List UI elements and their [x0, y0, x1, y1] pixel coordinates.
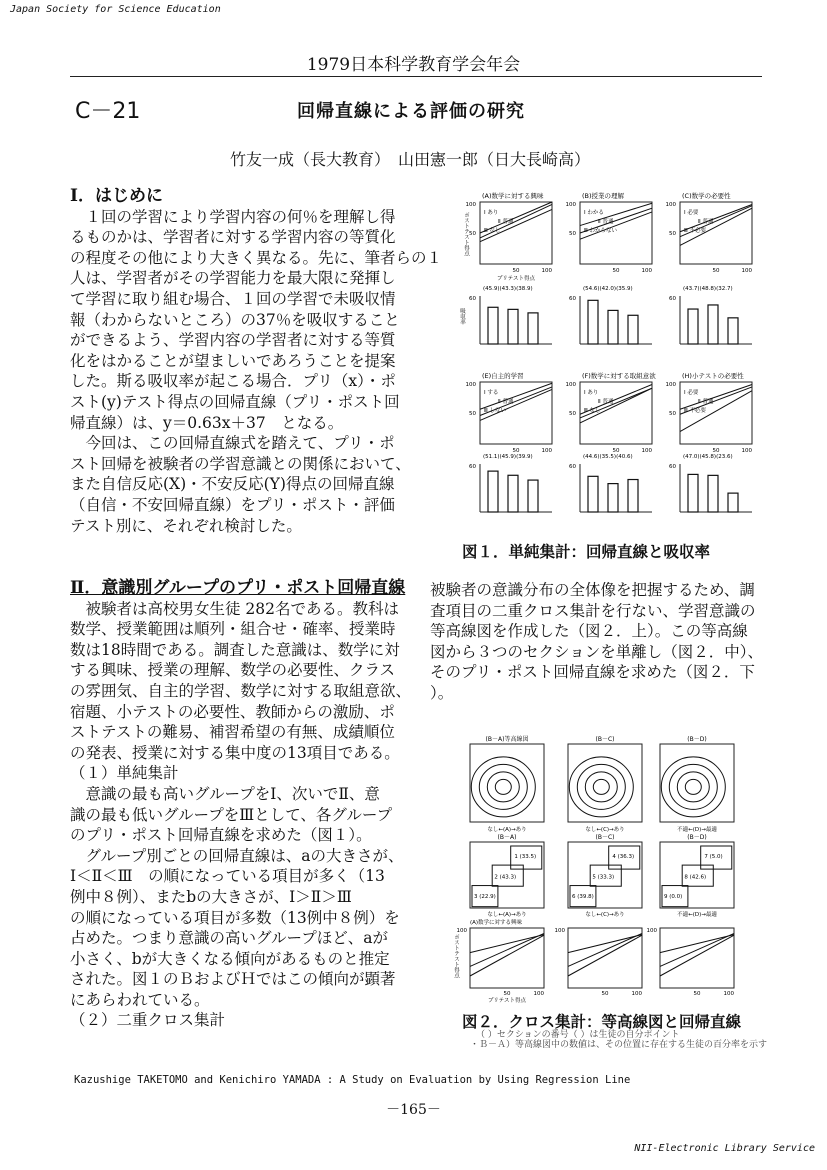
subsection-1-body	[70, 784, 411, 1011]
text-line: １回の学習により学習内容の何％を理解し得	[70, 207, 396, 226]
contour-x-label: 不適←(D)→最適	[677, 827, 717, 833]
text-line: グループ別ごとの回帰直線は、aの大きさが、	[70, 846, 404, 865]
legend-entry: Ⅲ わからない	[584, 228, 618, 234]
text-line: 査項目の二重クロス集計を行ない、学習意識の	[430, 601, 756, 620]
text-line: 報（わからないところ）の37％を吸収すること	[70, 310, 400, 329]
contour-line	[471, 757, 535, 817]
subsection-2-heading: （２）二重クロス集計	[70, 1011, 226, 1030]
tick-label: 60	[569, 296, 576, 302]
tick-label: 50	[469, 231, 476, 237]
text-line: スト回帰を被験者の学習意識との関係において、	[70, 454, 411, 473]
tick-label: 100	[533, 991, 544, 997]
section-panel-label: (B－D)	[687, 834, 707, 841]
legend-entry: Ⅰ わかる	[584, 210, 604, 216]
page-number: －165－	[386, 1102, 441, 1118]
tick-label: 50	[503, 991, 511, 997]
tick-label: 50	[612, 268, 620, 274]
bar	[608, 310, 618, 344]
section-value: 6 (39.8)	[572, 894, 594, 901]
text-line: の順になっている項目が多数（13例中８例）を	[70, 908, 400, 927]
bar	[688, 309, 698, 344]
bar	[708, 305, 718, 344]
paper-code: C－21	[75, 99, 141, 124]
text-line: 例中８例）、またbの大きさが、Ⅰ＞Ⅱ＞Ⅲ	[70, 887, 352, 906]
text-line: の程度その他により大きく異なる。先に、筆者らの１	[70, 248, 443, 267]
bar-values: (47.0)(45.8)(23.6)	[683, 454, 733, 460]
tick-label: 100	[631, 991, 642, 997]
contour-frame	[568, 744, 642, 822]
tick-label: 50	[712, 268, 720, 274]
section-value: 3 (22.9)	[474, 894, 496, 901]
section-1	[70, 186, 442, 536]
contour-line	[669, 764, 717, 809]
tick-label: 60	[669, 296, 676, 302]
tick-label: 100	[641, 268, 652, 274]
contour-x-label: なし←(A)→あり	[487, 827, 527, 833]
contour-x-label: なし←(C)→あり	[585, 827, 625, 833]
tick-label: 100	[541, 268, 552, 274]
tick-label: 100	[541, 448, 552, 454]
text-line: 等高線図を作成した（図２．上）。この等高線	[430, 622, 748, 641]
panel-label: (A)数学に対する興味	[482, 192, 544, 200]
section-x-label: 不適←(D)→最適	[677, 912, 717, 918]
tick-label: 50	[712, 448, 720, 454]
tick-label: 60	[569, 464, 576, 470]
contour-panel-label: (B－C)	[595, 736, 615, 743]
legend-entry: Ⅱ 普通	[698, 219, 714, 225]
tick-label: 100	[465, 382, 476, 388]
tick-label: 100	[554, 928, 565, 934]
legend-entry: Ⅱ 普通	[598, 399, 614, 405]
text-line: （自信・不安回帰直線）をプリ・ポスト・評価	[70, 495, 395, 514]
legend-entry: Ⅰ 必要	[684, 210, 699, 216]
legend-entry: Ⅰ 必要	[684, 390, 699, 396]
tick-label: 100	[641, 448, 652, 454]
text-line: 小さく、bが大きくなる傾向があるものと推定	[70, 949, 390, 968]
section-2-heading: Ⅱ．意識別グループのプリ・ポスト回帰直線	[70, 578, 406, 598]
text-line: する興味、授業の理解、数学の必要性、クラス	[70, 661, 396, 680]
header-rule	[70, 76, 762, 77]
regression-line	[568, 935, 642, 976]
y-axis-label: ポストテスト得点	[463, 212, 469, 256]
text-line: 数は18時間である。調査した意識は、数学に対	[70, 640, 400, 659]
bottom-x-label: プリテスト得点	[488, 998, 526, 1004]
section-panel-label: (B－A)	[497, 834, 517, 841]
legend-entry: Ⅰ する	[484, 390, 499, 396]
text-line: の発表、授業に対する集中度の13項目である。	[70, 743, 400, 762]
tick-label: 50	[669, 411, 676, 417]
society-name: Japan Society for Science Education	[10, 4, 221, 15]
regression-line	[580, 212, 652, 239]
legend-entry: Ⅱ 普通	[498, 399, 514, 405]
contour-line	[593, 779, 609, 794]
text-line: 宿題、小テストの必要性、教師からの激励、ポ	[70, 702, 395, 721]
contour-frame	[660, 744, 734, 822]
figure-2-note-1: （ ）セクションの番号（ ）は生徒の自分ポイント	[476, 1030, 680, 1040]
panel-label: (B)授業の理解	[582, 192, 625, 200]
regression-line	[470, 935, 544, 976]
bar	[588, 300, 598, 344]
bar	[528, 480, 538, 512]
contour-line	[479, 764, 527, 809]
text-line: 今回は、この回帰直線式を踏えて、プリ・ポ	[70, 434, 395, 453]
text-line: 意識の最も高いグループをⅠ、次いでⅡ、意	[70, 784, 380, 803]
contour-frame	[470, 744, 544, 822]
bar-values: (43.7)(48.8)(32.7)	[683, 286, 733, 292]
figure-2-note-2: ・Ｂ－Ａ）等高線図中の数値は、その位置に存在する生徒の百分率を示す	[470, 1040, 768, 1050]
tick-label: 100	[723, 991, 734, 997]
text-line: 被験者の意識分布の全体像を把握するため、調	[430, 581, 755, 599]
right-column-text	[430, 580, 763, 704]
legend-entry: Ⅰ あり	[584, 390, 599, 396]
paper-title: 回帰直線による評価の研究	[297, 101, 525, 122]
text-line: テスト別に、それぞれ検討した。	[70, 516, 302, 535]
section-2	[70, 578, 411, 1031]
bar	[688, 474, 698, 512]
figure-1	[448, 188, 768, 528]
text-line: の雰囲気、自主的学習、数学に対する取組意欲、	[70, 681, 412, 700]
bar	[508, 475, 518, 512]
y-axis-label: 吸収率	[459, 308, 465, 325]
tick-label: 50	[512, 448, 520, 454]
section-x-label: なし←(C)→あり	[585, 912, 625, 918]
conference-title: 1979日本科学教育学会年会	[306, 55, 521, 75]
tick-label: 100	[646, 928, 657, 934]
tick-label: 100	[565, 382, 576, 388]
section-x-caption: (A)数学に対する興味	[470, 920, 523, 926]
nii-credit: NII-Electronic Library Service	[634, 1143, 815, 1154]
legend-entry: Ⅲ 不必要	[684, 228, 707, 234]
legend-entry: Ⅱ 普通	[498, 219, 514, 225]
figure-2	[448, 734, 768, 1004]
tick-label: 100	[741, 268, 752, 274]
text-line: また自信反応(X)・不安反応(Y)得点の回帰直線	[70, 475, 395, 494]
tick-label: 100	[456, 928, 467, 934]
tick-label: 50	[469, 411, 476, 417]
panel-label: (C)数学の必要性	[682, 192, 731, 200]
bottom-y-label: ポストテスト得点	[453, 934, 459, 978]
panel-label: (H)小テストの必要性	[682, 372, 744, 380]
tick-label: 50	[512, 268, 520, 274]
tick-label: 50	[693, 991, 701, 997]
legend-entry: Ⅲ なし	[584, 408, 601, 414]
figure-2-caption: 図２．クロス集計：等高線図と回帰直線	[462, 1012, 742, 1031]
panel-label: (F)数学に対する取組意欲	[582, 372, 656, 380]
contour-panel-label: (B－A)等高線図	[485, 736, 529, 743]
regression-line	[660, 935, 734, 976]
bar-values: (44.6)(35.5)(40.6)	[583, 454, 633, 460]
tick-label: 100	[665, 382, 676, 388]
bar	[708, 475, 718, 512]
contour-line	[661, 757, 725, 817]
text-line: て学習に取り組む場合、１回の学習で未吸収情	[70, 289, 396, 308]
legend-entry: Ⅱ 普通	[698, 399, 714, 405]
section-1-heading: Ⅰ．はじめに	[70, 186, 163, 206]
bar	[608, 484, 618, 512]
english-title: Kazushige TAKETOMO and Kenichiro YAMADA : A Study on Evaluation by Using Regression Line	[74, 1074, 631, 1086]
tick-label: 50	[612, 448, 620, 454]
section-value: 1 (33.5)	[514, 854, 537, 860]
contour-line	[577, 764, 625, 809]
contour-line	[685, 779, 701, 794]
legend-entry: Ⅲ なし	[484, 228, 501, 234]
section-1-body	[70, 207, 442, 537]
tick-label: 50	[669, 231, 676, 237]
tick-label: 60	[469, 464, 476, 470]
tick-label: 100	[465, 202, 476, 208]
legend-entry: Ⅲ 不必要	[684, 408, 707, 414]
subsection-1-heading: （１）単純集計	[70, 764, 179, 783]
section-2-body	[70, 599, 411, 764]
bar-values: (45.9)(43.3)(38.9)	[483, 286, 533, 292]
contour-line	[569, 757, 633, 817]
section-value: 7 (5.0)	[704, 854, 723, 860]
section-value: 5 (33.3)	[592, 874, 615, 881]
tick-label: 50	[601, 991, 609, 997]
bar-values: (51.1)(45.9)(39.9)	[483, 454, 533, 460]
bar	[488, 471, 498, 512]
contour-line	[585, 772, 617, 802]
text-line: ）。	[430, 683, 454, 702]
contour-line	[495, 779, 511, 794]
section-value: 8 (42.6)	[684, 874, 707, 881]
bar	[728, 318, 738, 344]
text-line: にあらわれている。	[70, 990, 210, 1009]
bar-values: (54.6)(42.0)(35.9)	[583, 286, 633, 292]
text-line: 人は、学習者がその学習能力を最大限に発揮し	[70, 269, 396, 288]
text-line: 帰直線）は、y＝0.63x＋37 となる。	[70, 413, 344, 432]
section-value: 9 (0.0)	[664, 894, 683, 901]
section-x-label: なし←(A)→あり	[487, 912, 527, 918]
tick-label: 60	[469, 296, 476, 302]
contour-line	[487, 772, 519, 802]
paper-authors: 竹友一成（長大教育） 山田憲一郎（日大長崎高）	[230, 150, 591, 169]
text-line: ストテストの難易、補習希望の有無、成績順位	[70, 723, 395, 742]
tick-label: 50	[569, 411, 576, 417]
text-line: ができるよう、学習内容の学習者に対する等質	[70, 331, 396, 350]
contour-panel-label: (B－D)	[687, 736, 707, 743]
legend-entry: Ⅱ 普通	[598, 219, 614, 225]
legend-entry: Ⅲ しない	[484, 408, 507, 414]
text-line: された。図１のＢおよびＨではこの傾向が顕著	[70, 970, 396, 989]
x-axis-label: プリテスト得点	[497, 276, 535, 282]
text-line: そのプリ・ポスト回帰直線を求めた（図２．下	[430, 663, 755, 682]
tick-label: 60	[669, 464, 676, 470]
text-line: るものかは、学習者に対する学習内容の等質化	[70, 228, 396, 247]
text-line: Ⅰ＜Ⅱ＜Ⅲ の順になっている項目が多く（13	[70, 867, 385, 886]
bar	[628, 480, 638, 512]
bar	[488, 307, 498, 344]
section-value: 4 (36.3)	[612, 854, 635, 860]
tick-label: 100	[741, 448, 752, 454]
section-value: 2 (43.3)	[494, 874, 517, 881]
text-line: 被験者は高校男女生徒 282名である。教科は	[70, 599, 400, 618]
text-line: した。斯る吸収率が起こる場合．プリ（x）・ポ	[70, 372, 396, 391]
text-line: スト(y)テスト得点の回帰直線（プリ・ポスト回	[70, 392, 400, 411]
text-line: 化をはかることが望ましいであろうことを提案	[70, 351, 396, 370]
text-line: 識の最も低いグループをⅢとして、各グループ	[70, 805, 393, 824]
text-line: 数学、授業範囲は順列・組合せ・確率、授業時	[70, 620, 396, 639]
bar	[628, 315, 638, 344]
bar	[588, 476, 598, 512]
bar	[728, 493, 738, 512]
tick-label: 100	[565, 202, 576, 208]
text-line: 占めた。つまり意識の高いグループほど、aが	[70, 929, 389, 948]
tick-label: 100	[665, 202, 676, 208]
legend-entry: Ⅰ あり	[484, 210, 499, 216]
bar	[508, 309, 518, 344]
tick-label: 50	[569, 231, 576, 237]
section-panel-label: (B－C)	[595, 834, 615, 841]
panel-label: (E)自主的学習	[482, 372, 524, 380]
figure-1-caption: 図１．単純集計：回帰直線と吸収率	[462, 542, 711, 561]
contour-line	[677, 772, 709, 802]
text-line: 図から３つのセクションを単離し（図２．中）、	[430, 642, 763, 661]
text-line: のプリ・ポスト回帰直線を求めた（図１）。	[70, 826, 372, 845]
bar	[528, 313, 538, 344]
